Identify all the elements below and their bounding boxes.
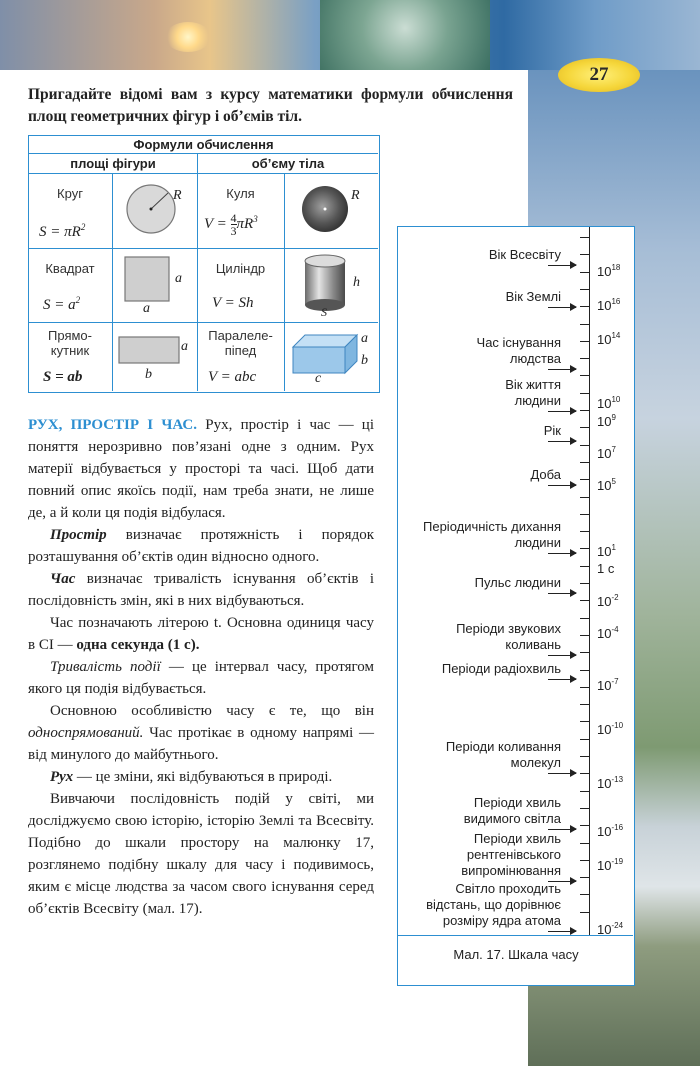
axis-tick bbox=[580, 583, 590, 584]
axis-tick bbox=[580, 912, 590, 913]
paragraph bbox=[28, 568, 374, 612]
axis-tick bbox=[580, 566, 590, 567]
axis-tick bbox=[580, 860, 590, 861]
emphasis: одна секунда (1 с). bbox=[76, 637, 200, 653]
paragraph bbox=[28, 612, 374, 656]
circle-figure-cell bbox=[113, 174, 198, 249]
power-label: $10^{-24}$ bbox=[597, 921, 624, 937]
axis-tick bbox=[580, 773, 590, 774]
term: односпрямований. bbox=[28, 725, 144, 741]
axis-tick bbox=[580, 791, 590, 792]
power-label: $10^{-13}$ bbox=[597, 775, 624, 791]
event-arrow bbox=[548, 655, 576, 656]
paragraph-text: Основною особливістю часу є те, що він bbox=[50, 703, 374, 719]
power-label: $10^{-19}$ bbox=[597, 857, 624, 873]
axis-tick bbox=[580, 445, 590, 446]
paragraph bbox=[28, 788, 374, 920]
axis-tick bbox=[580, 618, 590, 619]
paragraph-text: визначає тривалість існування об’єктів і послідовність змін, які в них відбуваються. bbox=[28, 571, 374, 609]
volume-formula: V = $\frac{4}{3}$ $\pi R^3$ bbox=[204, 211, 258, 238]
power-label: $10^{-10}$ bbox=[597, 721, 624, 737]
paragraph-text: Час протікає в одному напрямі — від минулого до майбутнього. bbox=[28, 725, 374, 763]
sunset-decoration bbox=[165, 22, 211, 52]
event-label: Вік Землі bbox=[505, 289, 561, 304]
axis-tick bbox=[580, 652, 590, 653]
square-name-cell bbox=[29, 249, 113, 323]
formulas-table bbox=[28, 135, 380, 393]
intro-text: Пригадайте відомі вам з курсу математики формули обчислення площ геометричних фігур і об’ємів тіл. bbox=[28, 86, 513, 125]
axis-tick bbox=[580, 600, 590, 601]
figure-caption: Мал. 17. Шкала часу bbox=[453, 947, 579, 962]
height-label: h bbox=[353, 275, 360, 290]
section-text bbox=[28, 414, 374, 920]
term: Рух bbox=[50, 769, 74, 785]
power-label: $10^{10}$ bbox=[597, 395, 621, 411]
axis-tick bbox=[580, 877, 590, 878]
radius-label: R bbox=[173, 188, 182, 203]
area-formula: S = ab bbox=[43, 369, 83, 385]
power-label: $10^{-4}$ bbox=[597, 625, 619, 641]
event-label: Періоди звукових коливань bbox=[456, 621, 561, 652]
sphere-figure bbox=[285, 174, 377, 247]
event-arrow bbox=[548, 679, 576, 680]
paragraph bbox=[28, 766, 374, 788]
area-formula: $S = \pi R^2$ bbox=[39, 222, 86, 240]
power-label: 1 с bbox=[597, 561, 615, 576]
axis-tick bbox=[580, 687, 590, 688]
event-label: Рік bbox=[543, 423, 561, 438]
term: Час bbox=[50, 571, 76, 587]
event-label: Періоди коливання молекул bbox=[445, 739, 561, 770]
axis-tick bbox=[580, 358, 590, 359]
shape-name: Прямо- кутник bbox=[48, 328, 92, 358]
power-label: $10^7$ bbox=[597, 445, 616, 461]
axis-tick bbox=[580, 462, 590, 463]
axis-tick bbox=[580, 272, 590, 273]
event-arrow bbox=[548, 773, 576, 774]
event-label: Періоди хвиль видимого світла bbox=[463, 795, 561, 826]
event-label: Пульс людини bbox=[474, 575, 561, 590]
event-arrow bbox=[548, 441, 576, 442]
time-scale-figure bbox=[397, 226, 635, 986]
volume-formula: V = abc bbox=[208, 369, 257, 385]
axis-tick bbox=[580, 427, 590, 428]
shape-name: Куля bbox=[226, 186, 255, 201]
box-name-cell bbox=[198, 323, 285, 391]
axis-tick bbox=[580, 825, 590, 826]
term: Тривалість події bbox=[50, 659, 161, 675]
sphere-name-cell bbox=[198, 174, 285, 249]
shape-name: Круг bbox=[57, 186, 83, 201]
axis-tick bbox=[580, 721, 590, 722]
power-label: $10^{-2}$ bbox=[597, 593, 619, 609]
event-label: Вік життя людини bbox=[505, 377, 561, 408]
axis-tick bbox=[580, 635, 590, 636]
event-arrow bbox=[548, 593, 576, 594]
term: Простір bbox=[50, 527, 107, 543]
side-label: a bbox=[175, 271, 182, 286]
axis-tick bbox=[580, 808, 590, 809]
paragraph bbox=[28, 414, 374, 524]
axis-tick bbox=[580, 306, 590, 307]
power-label: $10^1$ bbox=[597, 543, 616, 559]
axis-tick bbox=[580, 324, 590, 325]
axis-tick bbox=[580, 393, 590, 394]
event-arrow bbox=[548, 307, 576, 308]
paragraph-text: Вивчаючи послідовність подій у світі, ми досліджуємо свою історію, історію Землі та Всесвіту. Подібно до шкали простору на малюнку 17, розглянемо подібну шкалу для часу і подивимось, яким є місце людства за часом свого існування серед об’єктів Всесвіту (мал. 17). bbox=[28, 791, 374, 917]
event-label: Доба bbox=[530, 467, 561, 482]
axis-tick bbox=[580, 843, 590, 844]
event-arrow bbox=[548, 411, 576, 412]
axis-tick bbox=[580, 497, 590, 498]
rectangle-figure-cell bbox=[113, 323, 198, 391]
box-figure-cell bbox=[285, 323, 378, 391]
shape-name: Циліндр bbox=[215, 261, 266, 276]
paragraph bbox=[28, 524, 374, 568]
square-figure-cell bbox=[113, 249, 198, 323]
caption-divider bbox=[398, 935, 633, 936]
axis-tick bbox=[580, 341, 590, 342]
table-col-area: площі фігури bbox=[29, 154, 198, 174]
event-arrow bbox=[548, 553, 576, 554]
side-label: a bbox=[181, 339, 188, 354]
cylinder-figure bbox=[285, 249, 377, 321]
paragraph-text: Час позначають літерою t. Основна одиниця часу в СІ — bbox=[28, 615, 374, 653]
paragraph-text: визначає протяжність і порядок розташування об’єктів один відносно одного. bbox=[28, 527, 374, 565]
axis-tick bbox=[580, 756, 590, 757]
table-title: Формули обчислення bbox=[29, 136, 378, 154]
event-label: Час існування людства bbox=[476, 335, 561, 366]
base-label: S bbox=[321, 305, 327, 319]
spiderweb-decoration bbox=[320, 0, 490, 70]
volume-formula: V = Sh bbox=[212, 295, 254, 311]
axis-tick bbox=[580, 548, 590, 549]
sphere-figure-cell bbox=[285, 174, 378, 249]
table-col-volume: об’єму тіла bbox=[198, 154, 378, 174]
rectangle-name-cell bbox=[29, 323, 113, 391]
rectangle-figure bbox=[113, 323, 196, 389]
cylinder-figure-cell bbox=[285, 249, 378, 323]
axis-tick bbox=[580, 410, 590, 411]
shape-name: Квадрат bbox=[45, 261, 95, 276]
axis-tick bbox=[580, 375, 590, 376]
paragraph-text: Рух, простір і час — ці поняття нерозривно пов’язані одне з одним. Рух матерії відбувається у просторі та часі. Щоб дати повний опис якоїсь події, нам треба знати, не лише де, а й коли ця подія відбулася. bbox=[28, 417, 374, 521]
paragraph bbox=[28, 656, 374, 700]
axis-tick bbox=[580, 739, 590, 740]
cylinder-name-cell bbox=[198, 249, 285, 323]
section-heading: РУХ, ПРОСТІР І ЧАС. bbox=[28, 417, 198, 433]
edge-label: b bbox=[361, 353, 368, 368]
power-label: $10^{16}$ bbox=[597, 297, 621, 313]
circle-figure bbox=[113, 174, 196, 247]
paragraph-text: — це інтервал часу, протягом якого ця подія відбувається. bbox=[28, 659, 374, 697]
event-label: Періоди хвиль рентгенівського випромінювання bbox=[461, 831, 561, 878]
square-figure bbox=[113, 249, 196, 321]
paragraph bbox=[28, 700, 374, 766]
power-label: $10^{14}$ bbox=[597, 331, 621, 347]
event-arrow bbox=[548, 265, 576, 266]
radius-label: R bbox=[351, 188, 360, 203]
axis-tick bbox=[580, 531, 590, 532]
power-label: $10^{-7}$ bbox=[597, 677, 619, 693]
axis-tick bbox=[580, 704, 590, 705]
event-arrow bbox=[548, 829, 576, 830]
area-formula: $S = a^2$ bbox=[43, 295, 81, 313]
time-axis bbox=[589, 227, 590, 935]
axis-tick bbox=[580, 894, 590, 895]
shape-name: Паралеле- піпед bbox=[208, 328, 273, 358]
axis-tick bbox=[580, 670, 590, 671]
side-label: b bbox=[145, 367, 152, 382]
paragraph-text: — це зміни, які відбуваються в природі. bbox=[76, 769, 333, 785]
event-arrow bbox=[548, 485, 576, 486]
power-label: $10^{-16}$ bbox=[597, 823, 624, 839]
event-label: Періоди радіохвиль bbox=[441, 661, 561, 676]
event-arrow bbox=[548, 369, 576, 370]
event-arrow bbox=[548, 931, 576, 932]
edge-label: c bbox=[315, 371, 322, 386]
axis-tick bbox=[580, 254, 590, 255]
axis-tick bbox=[580, 479, 590, 480]
table-row bbox=[29, 174, 113, 249]
page-number: 27 bbox=[558, 58, 640, 92]
event-label: Періодичність дихання людини bbox=[423, 519, 561, 550]
event-label: Вік Всесвіту bbox=[488, 247, 561, 262]
event-label: Світло проходить відстань, що дорівнює розміру ядра атома bbox=[426, 881, 561, 928]
power-label: $10^9$ bbox=[597, 413, 616, 429]
power-label: $10^{18}$ bbox=[597, 263, 621, 279]
axis-tick bbox=[580, 514, 590, 515]
power-label: $10^5$ bbox=[597, 477, 616, 493]
axis-tick bbox=[580, 289, 590, 290]
axis-tick bbox=[580, 237, 590, 238]
side-label: a bbox=[143, 301, 150, 316]
edge-label: a bbox=[361, 331, 368, 346]
